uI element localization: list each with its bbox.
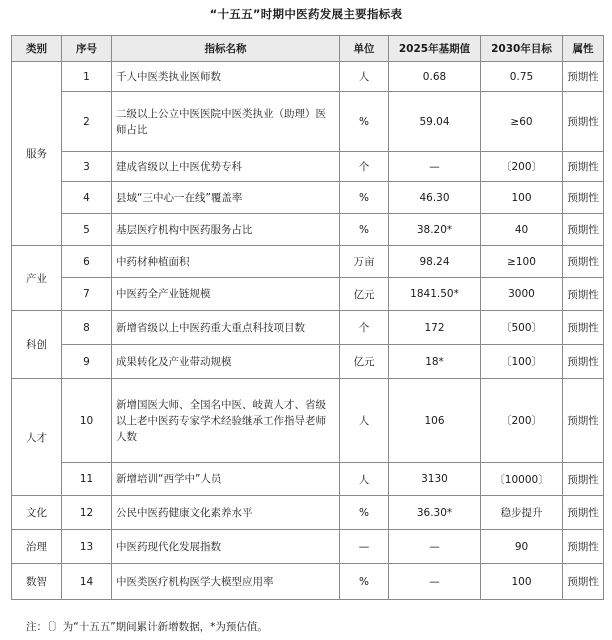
row-number: 11 <box>62 463 112 496</box>
row-number: 12 <box>62 496 112 530</box>
indicator-name: 中医类医疗机构医学大模型应用率 <box>112 564 340 600</box>
row-number: 4 <box>62 182 112 214</box>
unit-cell: % <box>340 92 389 152</box>
category-cell: 服务 <box>12 62 62 246</box>
base-value-cell: 59.04 <box>389 92 481 152</box>
indicator-table <box>11 35 604 600</box>
attribute-cell: 预期性 <box>563 278 604 311</box>
unit-cell: 人 <box>340 62 389 92</box>
indicator-name: 公民中医药健康文化素养水平 <box>112 496 340 530</box>
table-row <box>12 62 604 92</box>
target-cell: 3000 <box>481 278 563 311</box>
indicator-name: 建成省级以上中医优势专科 <box>112 152 340 182</box>
target-cell: 90 <box>481 530 563 564</box>
unit-cell: 个 <box>340 311 389 345</box>
unit-cell: 个 <box>340 152 389 182</box>
base-value-cell: 36.30* <box>389 496 481 530</box>
target-cell: 稳步提升 <box>481 496 563 530</box>
target-cell: 100 <box>481 564 563 600</box>
indicator-name: 中药材种植面积 <box>112 246 340 278</box>
row-number: 7 <box>62 278 112 311</box>
attribute-cell: 预期性 <box>563 214 604 246</box>
attribute-cell: 预期性 <box>563 311 604 345</box>
header-number: 序号 <box>62 36 112 62</box>
base-value-cell: 0.68 <box>389 62 481 92</box>
row-number: 13 <box>62 530 112 564</box>
table-row <box>12 496 604 530</box>
unit-cell: 万亩 <box>340 246 389 278</box>
base-value-cell: 106 <box>389 379 481 463</box>
header-base-value: 2025年基期值 <box>389 36 481 62</box>
attribute-cell: 预期性 <box>563 92 604 152</box>
footnote: 注：〔〕为“十五五”期间累计新增数据，*为预估值。 <box>26 621 268 633</box>
table-row <box>12 345 604 379</box>
indicator-name: 中医药现代化发展指数 <box>112 530 340 564</box>
header-attribute: 属性 <box>563 36 604 62</box>
table-row <box>12 214 604 246</box>
attribute-cell: 预期性 <box>563 496 604 530</box>
unit-cell: % <box>340 182 389 214</box>
indicator-name: 基层医疗机构中医药服务占比 <box>112 214 340 246</box>
base-value-cell: 46.30 <box>389 182 481 214</box>
header-category: 类别 <box>12 36 62 62</box>
attribute-cell: 预期性 <box>563 463 604 496</box>
category-cell: 人才 <box>12 379 62 496</box>
attribute-cell: 预期性 <box>563 182 604 214</box>
row-number: 1 <box>62 62 112 92</box>
base-value-cell: 18* <box>389 345 481 379</box>
target-cell: 100 <box>481 182 563 214</box>
target-cell: 〔10000〕 <box>481 463 563 496</box>
base-value-cell: — <box>389 530 481 564</box>
row-number: 3 <box>62 152 112 182</box>
target-cell: 0.75 <box>481 62 563 92</box>
row-number: 9 <box>62 345 112 379</box>
unit-cell: — <box>340 530 389 564</box>
attribute-cell: 预期性 <box>563 564 604 600</box>
unit-cell: 人 <box>340 379 389 463</box>
base-value-cell: 1841.50* <box>389 278 481 311</box>
unit-cell: % <box>340 564 389 600</box>
attribute-cell: 预期性 <box>563 152 604 182</box>
indicator-name: 新增省级以上中医药重大重点科技项目数 <box>112 311 340 345</box>
unit-cell: 亿元 <box>340 278 389 311</box>
table-row <box>12 152 604 182</box>
base-value-cell: 98.24 <box>389 246 481 278</box>
indicator-name: 千人中医类执业医师数 <box>112 62 340 92</box>
target-cell: 40 <box>481 214 563 246</box>
table-row <box>12 246 604 278</box>
row-number: 8 <box>62 311 112 345</box>
indicator-name: 新增国医大师、全国名中医、岐黄人才、省级以上老中医药专家学术经验继承工作指导老师人数 <box>112 379 340 463</box>
base-value-cell: 3130 <box>389 463 481 496</box>
unit-cell: % <box>340 496 389 530</box>
base-value-cell: — <box>389 564 481 600</box>
table-row <box>12 278 604 311</box>
attribute-cell: 预期性 <box>563 530 604 564</box>
table-row <box>12 463 604 496</box>
unit-cell: 亿元 <box>340 345 389 379</box>
target-cell: 〔200〕 <box>481 152 563 182</box>
base-value-cell: 38.20* <box>389 214 481 246</box>
row-number: 5 <box>62 214 112 246</box>
row-number: 10 <box>62 379 112 463</box>
row-number: 2 <box>62 92 112 152</box>
row-number: 14 <box>62 564 112 600</box>
header-row <box>12 36 604 62</box>
header-target: 2030年目标 <box>481 36 563 62</box>
indicator-name: 二级以上公立中医医院中医类执业（助理）医师占比 <box>112 92 340 152</box>
row-number: 6 <box>62 246 112 278</box>
attribute-cell: 预期性 <box>563 345 604 379</box>
table-row <box>12 564 604 600</box>
indicator-name: 成果转化及产业带动规模 <box>112 345 340 379</box>
target-cell: ≥60 <box>481 92 563 152</box>
indicator-name: 新增培训“西学中”人员 <box>112 463 340 496</box>
table-row <box>12 182 604 214</box>
table-row <box>12 530 604 564</box>
attribute-cell: 预期性 <box>563 246 604 278</box>
indicator-name: 中医药全产业链规模 <box>112 278 340 311</box>
base-value-cell: 172 <box>389 311 481 345</box>
category-cell: 文化 <box>12 496 62 530</box>
header-indicator-name: 指标名称 <box>112 36 340 62</box>
target-cell: ≥100 <box>481 246 563 278</box>
table-row <box>12 92 604 152</box>
target-cell: 〔100〕 <box>481 345 563 379</box>
category-cell: 科创 <box>12 311 62 379</box>
attribute-cell: 预期性 <box>563 62 604 92</box>
base-value-cell: — <box>389 152 481 182</box>
target-cell: 〔500〕 <box>481 311 563 345</box>
table-title: “十五五”时期中医药发展主要指标表 <box>209 7 403 21</box>
indicator-name: 县域“三中心一在线”覆盖率 <box>112 182 340 214</box>
unit-cell: 人 <box>340 463 389 496</box>
table-row <box>12 311 604 345</box>
category-cell: 数智 <box>12 564 62 600</box>
target-cell: 〔200〕 <box>481 379 563 463</box>
attribute-cell: 预期性 <box>563 379 604 463</box>
category-cell: 产业 <box>12 246 62 311</box>
unit-cell: % <box>340 214 389 246</box>
header-unit: 单位 <box>340 36 389 62</box>
table-row <box>12 379 604 463</box>
category-cell: 治理 <box>12 530 62 564</box>
